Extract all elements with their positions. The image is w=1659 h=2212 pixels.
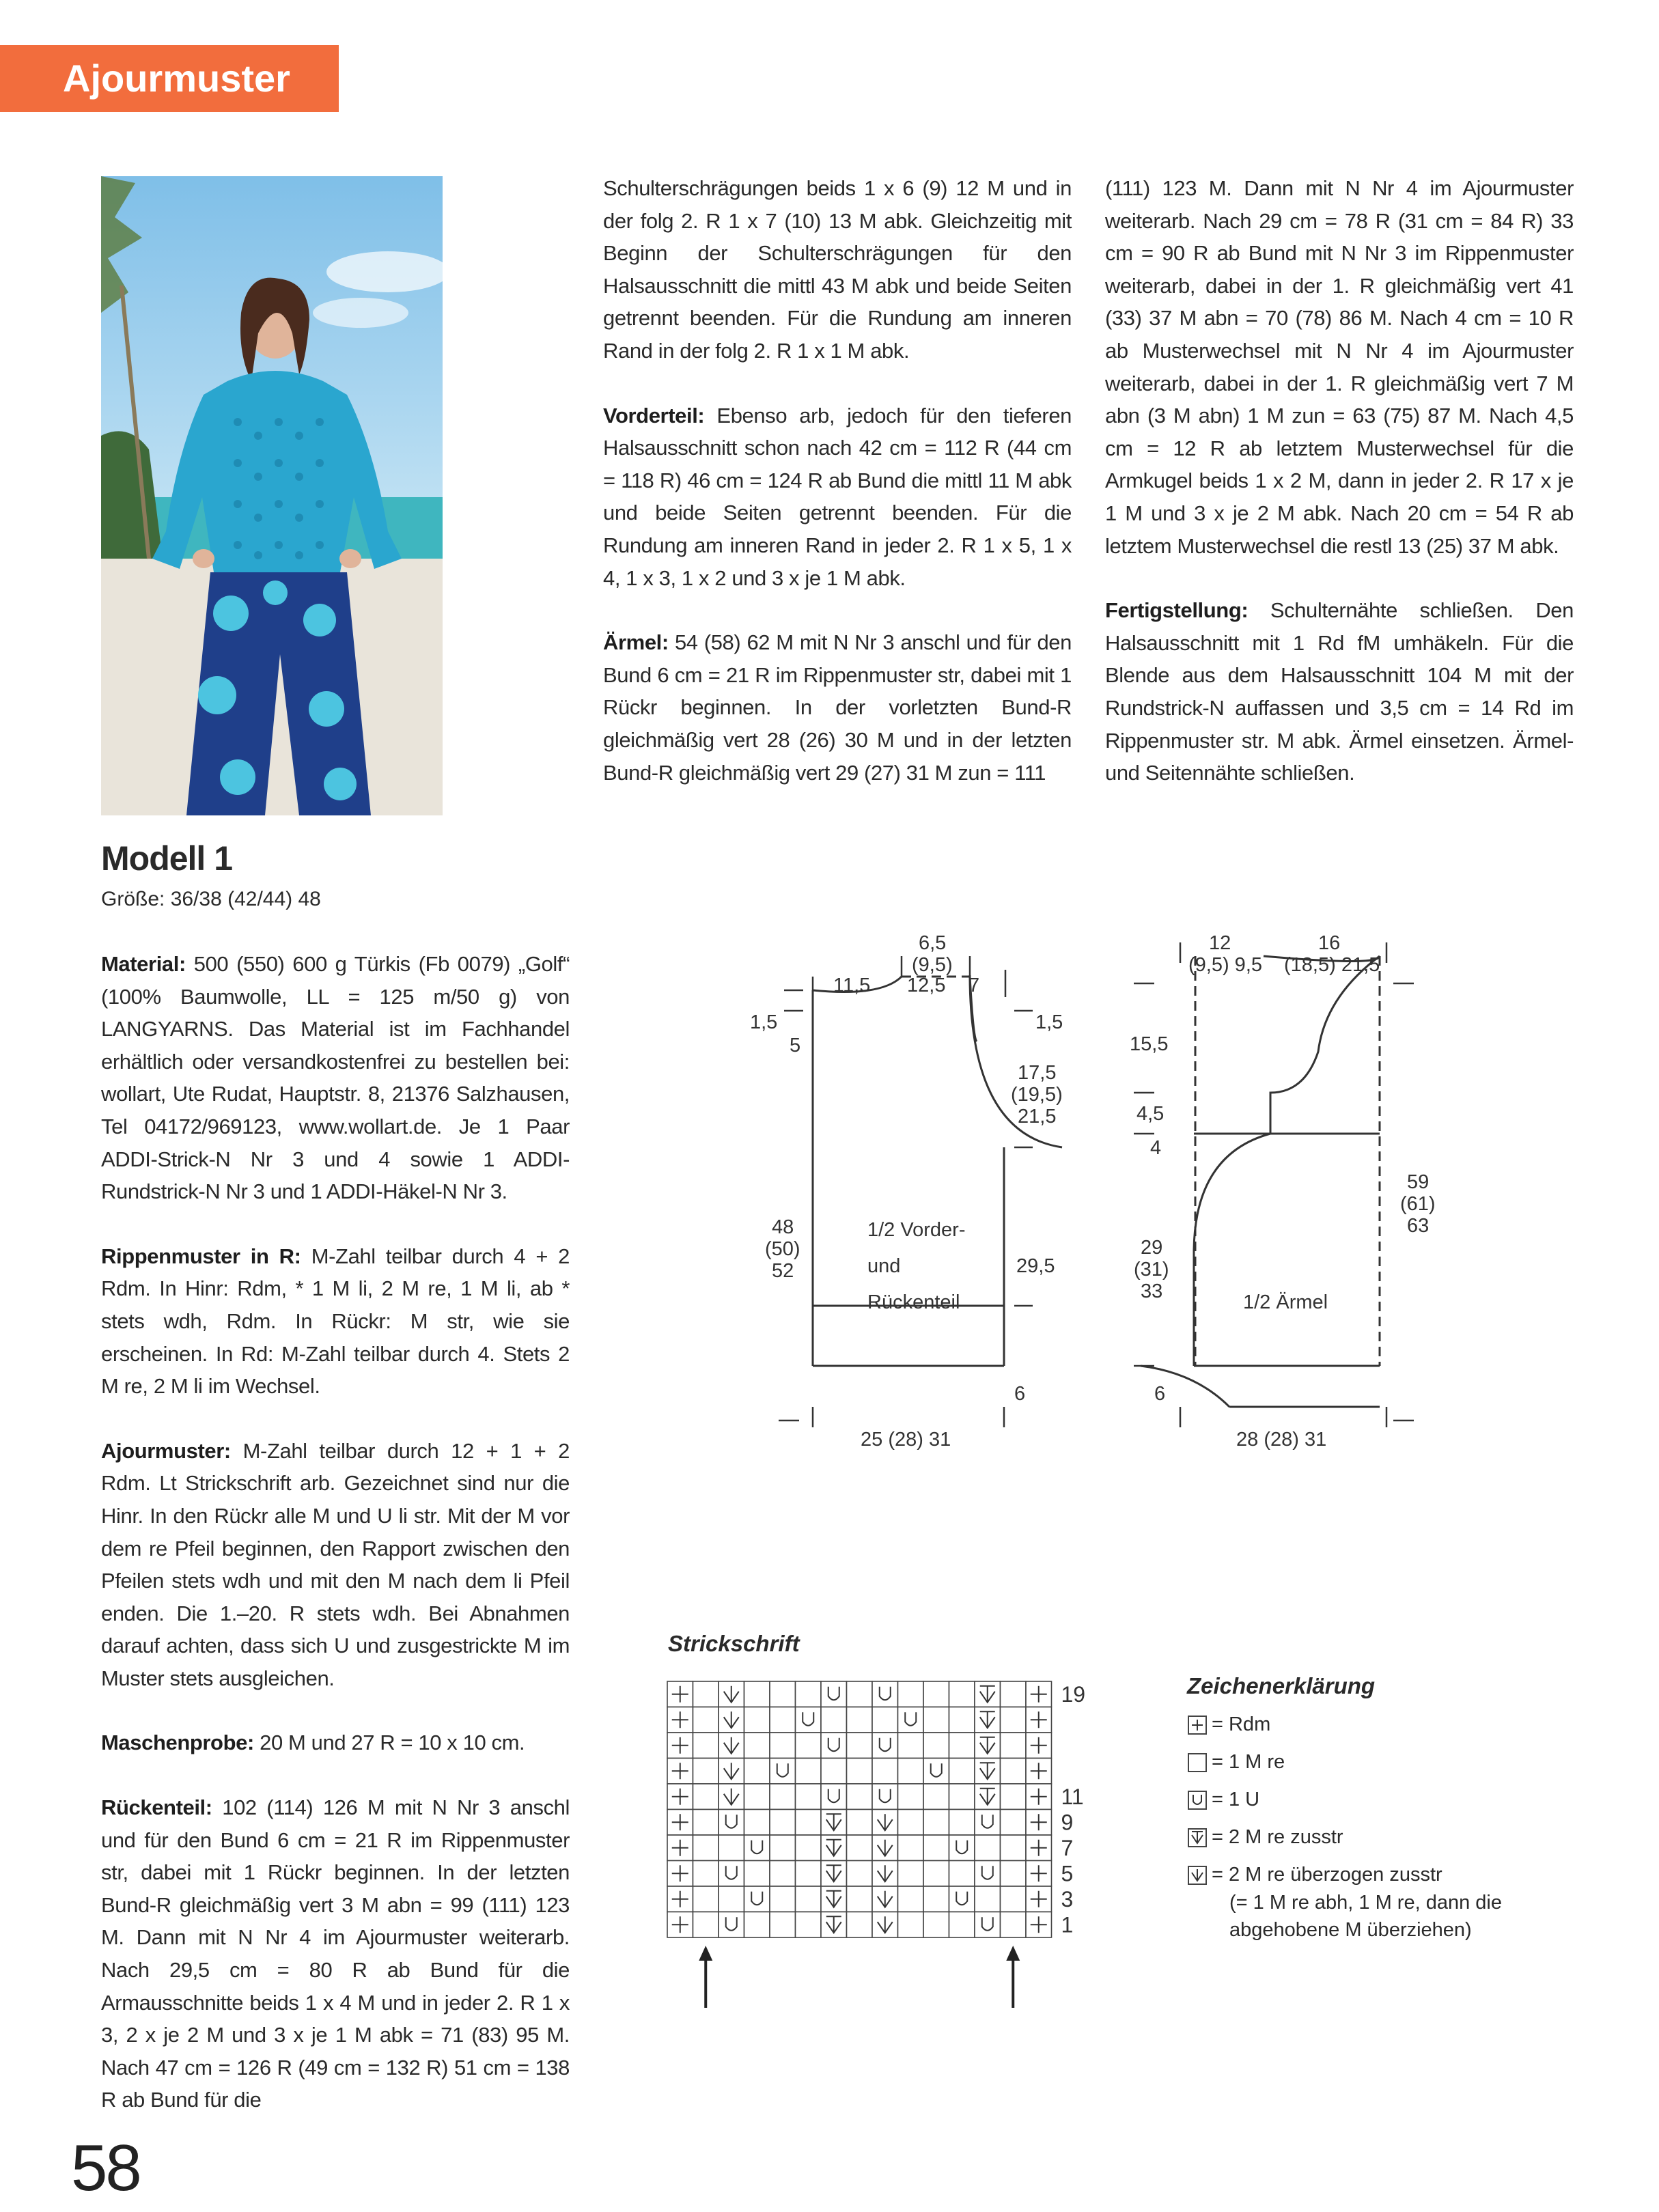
chart-cell	[847, 1835, 873, 1861]
body-len1: 48	[772, 1216, 794, 1238]
chart-cell	[1001, 1733, 1027, 1759]
chart-cell	[872, 1886, 898, 1912]
chart-cell	[744, 1912, 770, 1938]
chart-cell	[1026, 1707, 1052, 1733]
chart-cell	[667, 1759, 693, 1784]
chart-cell	[796, 1784, 822, 1810]
chart-cell	[667, 1810, 693, 1836]
sleeve-rib2: 4	[1150, 1137, 1162, 1159]
chart-cell	[872, 1861, 898, 1887]
vorder-label: Vorderteil:	[603, 403, 705, 428]
chart-cell	[821, 1835, 847, 1861]
chart-cell	[975, 1759, 1001, 1784]
chart-cell	[949, 1681, 975, 1707]
chart-cell	[796, 1886, 822, 1912]
chart-cell	[949, 1886, 975, 1912]
empty-symbol-icon	[1187, 1752, 1208, 1773]
legend-item	[1187, 1823, 1343, 1851]
ruecken-label: Rückenteil:	[101, 1795, 212, 1820]
chart-cell	[744, 1835, 770, 1861]
chart-cell	[719, 1912, 744, 1938]
body-bund: 6	[1014, 1383, 1026, 1405]
chart-cell	[923, 1681, 949, 1707]
chart-cell	[719, 1835, 744, 1861]
chart-cell	[821, 1681, 847, 1707]
chart-cell	[975, 1861, 1001, 1887]
ajour-text: M-Zahl teilbar durch 12 + 1 + 2 Rdm. Lt Strickschrift arb. Gezeichnet sind nur die Hinr. In den Rückr alle M und U li str. Mit der M vor dem re Pfeil beginnen, den Rapport zwischen den Pfeilen stets wdh und mit den M nach dem li Pfeil enden. Die 1.–20. R stets wdh. Bei Abnahmen darauf achten, dass sich U und zusgestrickte M im Muster stets ausgleichen.	[101, 1438, 570, 1690]
model-size: Größe: 36/38 (42/44) 48	[101, 888, 321, 910]
chart-cell	[923, 1835, 949, 1861]
plus-symbol-icon	[1187, 1715, 1208, 1735]
chart-cell	[821, 1784, 847, 1810]
legend-item-text: = 1 U	[1212, 1789, 1260, 1810]
chart-cell	[847, 1733, 873, 1759]
chart-cell	[796, 1707, 822, 1733]
chart-cell	[667, 1707, 693, 1733]
chart-cell	[667, 1912, 693, 1938]
sleeve-total3: 63	[1407, 1215, 1430, 1237]
chart-cell	[744, 1681, 770, 1707]
chart-cell	[898, 1759, 924, 1784]
model-photo	[101, 176, 443, 815]
chart-cell	[796, 1810, 822, 1836]
chart-cell	[1001, 1759, 1027, 1784]
chart-cell	[1001, 1810, 1027, 1836]
chart-cell	[923, 1759, 949, 1784]
chart-cell	[949, 1912, 975, 1938]
chart-cell	[667, 1861, 693, 1887]
legend-item	[1187, 1786, 1259, 1813]
chart-row-number: 19	[1061, 1681, 1086, 1707]
chart-cell	[975, 1784, 1001, 1810]
chart-cell	[796, 1759, 822, 1784]
column-2-text	[603, 172, 1072, 821]
chart-cell	[923, 1733, 949, 1759]
probe-paragraph	[101, 1726, 570, 1759]
sleeve-label: 1/2 Ärmel	[1243, 1291, 1328, 1313]
chart-cell	[770, 1707, 796, 1733]
body-schematic	[738, 929, 1120, 1468]
chart-cell	[872, 1784, 898, 1810]
chart-cell	[821, 1733, 847, 1759]
chart-cell	[923, 1810, 949, 1836]
chart-cell	[719, 1707, 744, 1733]
chart-row-number: 11	[1061, 1784, 1084, 1809]
skp-symbol-icon	[1187, 1865, 1208, 1886]
chart-row-number: 7	[1061, 1835, 1074, 1860]
chart-cell	[667, 1835, 693, 1861]
legend-note-1: (= 1 M re abh, 1 M re, dann die	[1229, 1892, 1502, 1914]
chart-cell	[847, 1886, 873, 1912]
rippen-text: M-Zahl teilbar durch 4 + 2 Rdm. In Hinr: Rdm, * 1 M li, 2 M re, 1 M li, ab * stets wdh, Rdm. In Rückr: M str, wie sie erscheinen. In Rd: M-Zahl teilbar durch 4. Stets 2 M re, 2 M li im Wechsel.	[101, 1244, 570, 1399]
sleeve-rib1: 4,5	[1137, 1103, 1165, 1125]
chart-cell	[1001, 1912, 1027, 1938]
chart-cell	[923, 1886, 949, 1912]
chart-cell	[719, 1759, 744, 1784]
chart-cell	[898, 1707, 924, 1733]
legend-title: Zeichenerklärung	[1187, 1673, 1376, 1698]
fertig-text: Schulternähte schließen. Den Halsausschnitt mit 1 Rd fM umhäkeln. Für die Blende aus dem Halsausschnitt 104 M mit der Rundstrick-N auffassen und 3,5 cm = 14 Rd im Rippenmuster str. M abk. Ärmel einsetzen. Ärmel- und Seitennähte schließen.	[1105, 598, 1574, 785]
chart-cell	[770, 1835, 796, 1861]
legend-item-text: = 1 M re	[1212, 1751, 1285, 1773]
legend-item-text: = 2 M re überzogen zusstr	[1212, 1864, 1442, 1886]
body-top-neck: 6,5	[919, 932, 947, 954]
body-left-a: 1,5	[750, 1011, 778, 1033]
chart-row-number: 9	[1061, 1810, 1074, 1835]
chart-cell	[1026, 1681, 1052, 1707]
material-text: 500 (550) 600 g Türkis (Fb 0079) „Golf“ (100% Baumwolle, LL = 125 m/50 g) von LANGYARNS. Das Material ist im Fachhandel erhältlich oder versandkostenfrei zu bestellen bei: wollart, Ute Rudat, Hauptstr. 8, 21376 Salzhausen, Tel 04172/969123, www.wollart.de. Je 1 Paar ADDI-Strick-N Nr 3 und 4 sowie 1 ADDI-Rundstrick-N Nr 3 und 1 ADDI-Häkel-N Nr 3.	[101, 952, 570, 1204]
chart-cell	[744, 1707, 770, 1733]
legend-note-2: abgehobene M überziehen)	[1229, 1919, 1472, 1941]
legend-item	[1187, 1711, 1270, 1738]
material-label: Material:	[101, 952, 186, 976]
chart-cell	[719, 1784, 744, 1810]
chart-cell	[821, 1886, 847, 1912]
chart-cell	[975, 1886, 1001, 1912]
sleeve-total1: 59	[1407, 1171, 1430, 1193]
chart-cell	[770, 1733, 796, 1759]
body-right-a: 1,5	[1035, 1011, 1063, 1033]
chart-cell	[770, 1912, 796, 1938]
chart-cell	[1001, 1835, 1027, 1861]
sleeve-width: 28 (28) 31	[1236, 1429, 1327, 1451]
chart-cell	[975, 1912, 1001, 1938]
chart-cell	[693, 1707, 719, 1733]
sleeve-len1: 29	[1141, 1237, 1163, 1259]
repeat-arrow-icon	[1006, 1946, 1020, 2008]
chart-cell	[898, 1912, 924, 1938]
chart-cell	[975, 1681, 1001, 1707]
chart-cell	[1001, 1681, 1027, 1707]
chart-cell	[1026, 1835, 1052, 1861]
chart-cell	[744, 1733, 770, 1759]
chart-cell	[923, 1912, 949, 1938]
fertig-paragraph	[1105, 594, 1574, 789]
chart-row-number: 3	[1061, 1886, 1074, 1912]
chart-cell	[821, 1810, 847, 1836]
vorder-text: Ebenso arb, jedoch für den tieferen Halsausschnitt schon nach 42 cm = 112 R (44 cm = 118 R) 46 cm = 124 R ab Bund die mittl 11 M abk und beide Seiten getrennt beenden. Für die Rundung am inneren Rand in jeder 2. R 1 x 5, 1 x 4, 1 x 3, 1 x 2 und 3 x je 1 M abk.	[603, 403, 1072, 590]
chart-cell	[872, 1835, 898, 1861]
body-width: 25 (28) 31	[861, 1429, 951, 1451]
chart-cell	[872, 1681, 898, 1707]
chart-cell	[898, 1810, 924, 1836]
chart-cell	[770, 1810, 796, 1836]
chart-cell	[1026, 1912, 1052, 1938]
page-number: 58	[71, 2131, 140, 2204]
chart-cell	[1026, 1886, 1052, 1912]
body-side: 29,5	[1016, 1255, 1055, 1277]
chart-cell	[898, 1733, 924, 1759]
chart-row-number: 1	[1061, 1912, 1074, 1937]
chart-cell	[667, 1733, 693, 1759]
chart-cell	[821, 1912, 847, 1938]
chart-cell	[949, 1759, 975, 1784]
column-1-text	[101, 948, 570, 2148]
body-label3: Rückenteil	[867, 1291, 960, 1313]
body-arm1: 17,5	[1018, 1062, 1057, 1084]
chart-cell	[1026, 1810, 1052, 1836]
chart-cell	[847, 1861, 873, 1887]
chart-cell	[898, 1886, 924, 1912]
probe-text: 20 M und 27 R = 10 x 10 cm.	[253, 1731, 525, 1755]
chart-cell	[744, 1810, 770, 1836]
body-top-center: 12,5	[907, 975, 946, 996]
chart-cell	[923, 1784, 949, 1810]
ajour-paragraph	[101, 1435, 570, 1695]
vorder-paragraph	[603, 400, 1072, 595]
chart-cell	[796, 1733, 822, 1759]
chart-cell	[847, 1784, 873, 1810]
chart-cell	[898, 1835, 924, 1861]
chart-cell	[719, 1886, 744, 1912]
chart-cell	[693, 1681, 719, 1707]
chart-cell	[796, 1912, 822, 1938]
k2tog-symbol-icon	[1187, 1828, 1208, 1848]
fertig-label: Fertigstellung:	[1105, 598, 1249, 623]
chart-cell	[898, 1784, 924, 1810]
chart-cell	[1026, 1759, 1052, 1784]
chart-cell	[667, 1784, 693, 1810]
ajour-label: Ajourmuster:	[101, 1438, 231, 1463]
chart-cell	[1026, 1784, 1052, 1810]
legend-item	[1187, 1748, 1285, 1776]
body-label1: 1/2 Vorder-	[867, 1219, 966, 1241]
body-len3: 52	[772, 1260, 794, 1282]
chart-title: Strickschrift	[668, 1631, 800, 1656]
chart-cell	[847, 1912, 873, 1938]
chart-cell	[949, 1707, 975, 1733]
chart-cell	[821, 1759, 847, 1784]
chart-cell	[693, 1810, 719, 1836]
chart-cell	[898, 1861, 924, 1887]
chart-cell	[949, 1810, 975, 1836]
chart-cell	[744, 1886, 770, 1912]
sleeve-cap: 15,5	[1130, 1033, 1169, 1055]
chart-cell	[796, 1681, 822, 1707]
chart-cell	[1001, 1707, 1027, 1733]
chart-cell	[975, 1733, 1001, 1759]
body-arm2: (19,5)	[1011, 1084, 1063, 1106]
rippen-paragraph	[101, 1240, 570, 1403]
body-top-right: 7	[968, 975, 980, 996]
chart-cell	[770, 1861, 796, 1887]
chart-cell	[949, 1861, 975, 1887]
chart-cell	[693, 1733, 719, 1759]
chart-cell	[744, 1784, 770, 1810]
chart-cell	[1026, 1733, 1052, 1759]
aermel-text: 54 (58) 62 M mit N Nr 3 anschl und für den Bund 6 cm = 21 R im Rippenmuster str, dabei mit 1 Rückr beginnen. In der vorletzten Bund-R gleichmäßig vert 28 (26) 30 M und in der letzten Bund-R gleichmäßig vert 29 (27) 31 M zun = 111	[603, 630, 1072, 785]
model-title: Modell 1	[101, 839, 233, 878]
chart-cell	[719, 1810, 744, 1836]
aermel-cont-paragraph: (111) 123 M. Dann mit N Nr 4 im Ajourmuster weiterarb. Nach 29 cm = 78 R (31 cm = 84 R) 33 cm = 90 R ab Bund mit N Nr 3 im Rippenmuster weiterarb, dabei in der 1. R gleichmäßig vert 41 (33) 37 M abn = 70 (78) 86 M. Nach 4 cm = 10 R ab Musterwechsel mit N Nr 4 im Ajourmuster weiterarb, dabei in der 1. R gleichmäßig vert 7 M abn (3 M abn) 1 M zun = 63 (75) 87 M. Nach 4,5 cm = 12 R ab letztem Musterwechsel für die Armkugel beids 1 x 2 M, dann in jeder 2. R 17 x je 1 M und 3 x je 2 M abk. Nach 20 cm = 54 R ab letztem Musterwechsel die restl 13 (25) 37 M abk.	[1105, 176, 1574, 558]
chart-cell	[1001, 1886, 1027, 1912]
chart-cell	[949, 1835, 975, 1861]
chart-cell	[770, 1759, 796, 1784]
chart-cell	[847, 1810, 873, 1836]
chart-cell	[872, 1759, 898, 1784]
ruecken-text: 102 (114) 126 M mit N Nr 3 anschl und für den Bund 6 cm = 21 R im Rippenmuster str, dabei mit 1 Rückr beginnen. In der letzten Bund-R gleichmäßig vert 3 M abn = 99 (111) 123 M. Dann mit N Nr 4 im Ajourmuster weiterarb. Nach 29,5 cm = 80 R ab Bund für die Armausschnitte beids 1 x 4 M und in jeder 2. R 1 x 3, 2 x je 2 M und 3 x je 1 M abk = 71 (83) 95 M. Nach 47 cm = 126 R (49 cm = 132 R) 51 cm = 138 R ab Bund für die	[101, 1795, 570, 2112]
chart-cell	[847, 1707, 873, 1733]
chart-cell	[1001, 1784, 1027, 1810]
chart-cell	[1026, 1861, 1052, 1887]
sleeve-schematic	[1120, 929, 1475, 1468]
body-top-left: 11,5	[833, 975, 871, 996]
chart-cell	[872, 1707, 898, 1733]
chart-cell	[770, 1886, 796, 1912]
probe-label: Maschenprobe:	[101, 1731, 254, 1755]
section-tab: Ajourmuster	[0, 45, 339, 112]
chart-cell	[821, 1707, 847, 1733]
rippen-label: Rippenmuster in R:	[101, 1244, 301, 1268]
sleeve-top2: 16	[1318, 932, 1341, 954]
chart-cell	[949, 1784, 975, 1810]
chart-cell	[923, 1707, 949, 1733]
aermel-paragraph	[603, 626, 1072, 789]
body-arm3: 21,5	[1018, 1106, 1057, 1128]
chart-cell	[923, 1861, 949, 1887]
sleeve-top1b: (9,5) 9,5	[1188, 954, 1262, 976]
chart-cell	[872, 1810, 898, 1836]
chart-cell	[975, 1707, 1001, 1733]
aermel-label: Ärmel:	[603, 630, 669, 655]
chart-cell	[693, 1835, 719, 1861]
chart-cell	[770, 1681, 796, 1707]
sleeve-top2b: (18,5) 21,5	[1284, 954, 1380, 976]
model-photo-illustration	[101, 176, 443, 815]
chart-cell	[975, 1835, 1001, 1861]
body-len2: (50)	[765, 1238, 800, 1260]
chart-cell	[847, 1759, 873, 1784]
column-3-text	[1105, 172, 1574, 822]
material-paragraph	[101, 948, 570, 1208]
chart-cell	[693, 1886, 719, 1912]
ruecken-paragraph	[101, 1791, 570, 2116]
chart-cell	[821, 1861, 847, 1887]
chart-cell	[667, 1681, 693, 1707]
chart-cell	[796, 1861, 822, 1887]
chart-cell	[1001, 1861, 1027, 1887]
body-top-neck2: (9,5)	[912, 954, 953, 976]
chart-cell	[667, 1886, 693, 1912]
chart-cell	[744, 1861, 770, 1887]
chart-cell	[719, 1733, 744, 1759]
chart-cell	[693, 1912, 719, 1938]
legend-item	[1187, 1861, 1442, 1888]
repeat-arrow-icon	[699, 1946, 712, 2008]
chart-cell	[898, 1681, 924, 1707]
chart-cell	[693, 1861, 719, 1887]
chart-cell	[770, 1784, 796, 1810]
schulter-paragraph: Schulterschrägungen beids 1 x 6 (9) 12 M und in der folg 2. R 1 x 7 (10) 13 M abk. Gleichzeitig mit Beginn der Schulterschrägungen für den Halsausschnitt die mittl 43 M abk und beide Seiten getrennt beenden. Für die Rundung am inneren Rand in der folg 2. R 1 x 1 M abk.	[603, 176, 1072, 363]
chart-cell	[872, 1733, 898, 1759]
chart-cell	[693, 1759, 719, 1784]
body-left-b: 5	[790, 1035, 801, 1056]
knitting-chart	[666, 1680, 1089, 2035]
chart-cell	[719, 1681, 744, 1707]
legend-item-text: = Rdm	[1212, 1713, 1271, 1735]
sleeve-len3: 33	[1141, 1280, 1163, 1302]
sleeve-bund: 6	[1154, 1383, 1166, 1405]
chart-cell	[744, 1759, 770, 1784]
sleeve-total2: (61)	[1400, 1193, 1436, 1215]
chart-cell	[847, 1681, 873, 1707]
chart-cell	[796, 1835, 822, 1861]
chart-cell	[975, 1810, 1001, 1836]
chart-cell	[693, 1784, 719, 1810]
body-label2: und	[867, 1255, 901, 1277]
chart-cell	[949, 1733, 975, 1759]
u-symbol-icon	[1187, 1790, 1208, 1810]
sleeve-top1: 12	[1209, 932, 1231, 954]
chart-cell	[719, 1861, 744, 1887]
legend-item-text: = 2 M re zusstr	[1212, 1826, 1343, 1848]
chart-row-number: 5	[1061, 1861, 1074, 1886]
chart-cell	[872, 1912, 898, 1938]
sleeve-len2: (31)	[1134, 1259, 1169, 1280]
